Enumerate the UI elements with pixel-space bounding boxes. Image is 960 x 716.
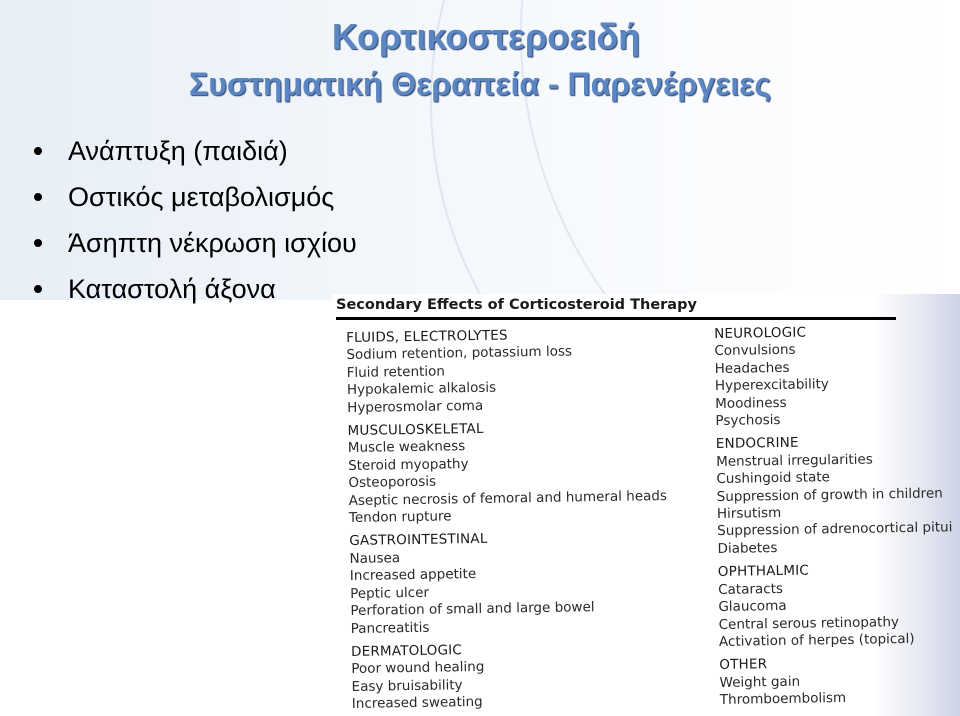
table-item: Hypokalemic alkalosis <box>346 379 497 399</box>
bullet-text: Άσηπτη νέκρωση ισχίου <box>68 228 357 258</box>
bullet-text: Οστικός μεταβολισμός <box>68 182 335 212</box>
table-category: OTHER <box>719 656 768 674</box>
table-item: Fluid retention <box>346 363 446 381</box>
table-item: Osteoporosis <box>348 473 437 492</box>
table-item: Sodium retention, potassium loss <box>346 343 573 364</box>
table-left-column <box>346 325 670 713</box>
table-item: Tendon rupture <box>348 508 452 527</box>
table-item: Poor wound healing <box>351 659 485 678</box>
table-item: Moodiness <box>715 394 787 412</box>
table-item: Suppression of adrenocortical pitui <box>717 519 953 540</box>
table-item: Glaucoma <box>718 597 787 616</box>
table-title: Secondary Effects of Corticosteroid Therapy <box>336 297 896 320</box>
scanned-table-image <box>332 294 960 716</box>
table-item: Thromboembolism <box>719 690 847 709</box>
table-item: Steroid myopathy <box>348 455 469 474</box>
table-item: Activation of herpes (topical) <box>718 630 915 650</box>
table-item: Diabetes <box>717 539 778 557</box>
table-item: Easy bruisability <box>351 676 463 695</box>
table-category: FLUIDS, ELECTROLYTES <box>346 327 508 346</box>
table-item: Pancreatitis <box>350 619 430 637</box>
table-item: Hirsutism <box>716 505 782 523</box>
bullet-item <box>34 220 357 266</box>
table-item: Hyperosmolar coma <box>347 397 484 416</box>
table-item: Cushingoid state <box>716 469 831 488</box>
table-item: Weight gain <box>719 673 801 691</box>
table-item: Muscle weakness <box>347 438 466 457</box>
table-category: DERMATOLOGIC <box>350 642 463 660</box>
bullet-text: Καταστολή άξονα <box>68 274 276 304</box>
table-category: GASTROINTESTINAL <box>349 531 488 550</box>
table-item: Cataracts <box>718 580 784 598</box>
table-item: Perforation of small and large bowel <box>350 599 595 620</box>
table-item: Hyperexcitability <box>714 376 829 395</box>
table-category: OPHTHALMIC <box>717 562 810 581</box>
table-item: Central serous retinopathy <box>718 613 900 633</box>
table-item: Peptic ulcer <box>350 584 430 602</box>
bullet-dot-icon <box>34 239 42 247</box>
table-item: Increased sweating <box>351 694 483 713</box>
table-item: Nausea <box>349 550 401 567</box>
table-item: Psychosis <box>715 411 781 430</box>
bullet-item <box>34 266 357 312</box>
bullet-list <box>34 128 357 312</box>
table-item: Aseptic necrosis of femoral and humeral heads <box>348 487 668 509</box>
table-category: NEUROLOGIC <box>714 324 807 342</box>
bullet-text: Ανάπτυξη (παιδιά) <box>68 136 288 166</box>
slide-subtitle: Συστηματική Θεραπεία - Παρενέργειες <box>189 66 771 102</box>
table-category: MUSCULOSKELETAL <box>347 420 484 440</box>
table-item: Convulsions <box>714 342 796 360</box>
bullet-item <box>34 174 357 220</box>
table-item: Headaches <box>714 359 790 377</box>
slide-title: Κορτικοστεροειδή <box>331 16 641 57</box>
bullet-dot-icon <box>34 147 42 155</box>
bullet-dot-icon <box>34 193 42 201</box>
bullet-item <box>34 128 357 174</box>
table-right-column <box>714 322 955 709</box>
table-item: Menstrual irregularities <box>716 451 873 470</box>
table-item: Increased appetite <box>349 566 477 585</box>
bullet-dot-icon <box>34 285 42 293</box>
table-item: Suppression of growth in children <box>716 485 943 505</box>
table-category: ENDOCRINE <box>715 435 799 453</box>
